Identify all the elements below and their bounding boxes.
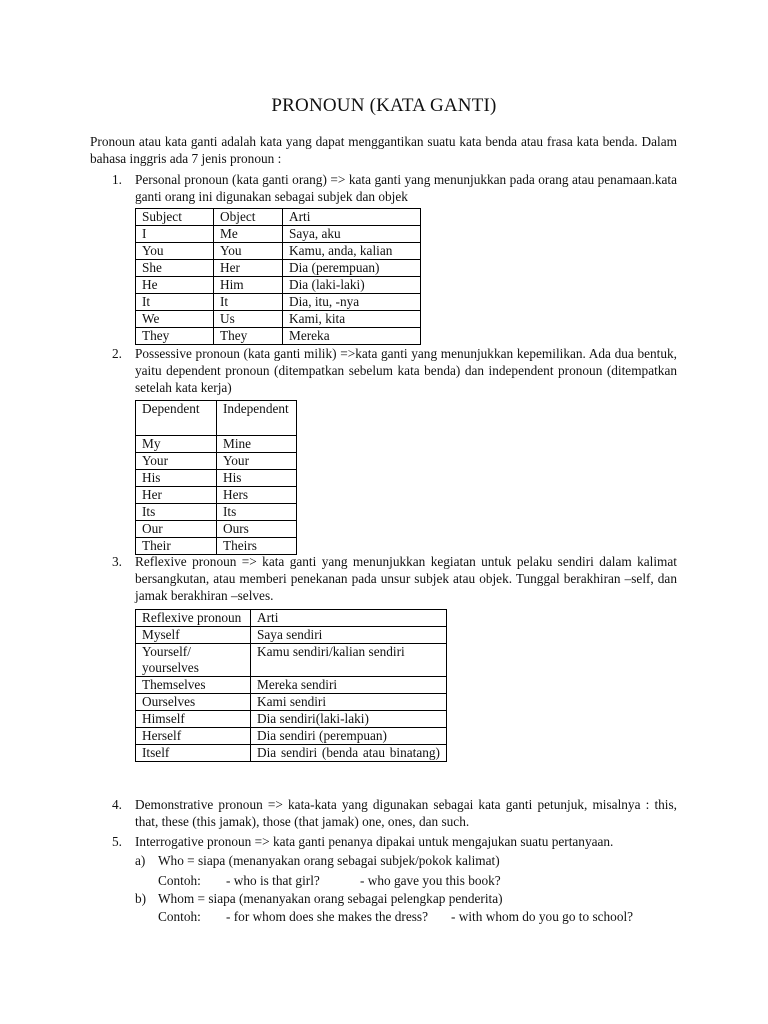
table-cell: Your bbox=[136, 453, 217, 470]
list-item-demonstrative-pronoun bbox=[90, 796, 677, 830]
table-row bbox=[136, 694, 447, 711]
list-item-text: Demonstrative pronoun => kata-kata yang digunakan sebagai kata ganti petunjuk, misalnya : this, that, these (this jamak), those (that jamak) one, ones, dan such. bbox=[135, 797, 677, 829]
subitem-whom bbox=[135, 890, 677, 907]
table-row bbox=[136, 470, 297, 487]
table-cell: Its bbox=[136, 504, 217, 521]
table-header-cell: Independent bbox=[217, 401, 297, 436]
example-text: - who is that girl? bbox=[226, 873, 320, 888]
list-item-personal-pronoun bbox=[90, 171, 677, 205]
table-cell: It bbox=[136, 294, 214, 311]
table-header-cell: Reflexive pronoun bbox=[136, 610, 251, 627]
table-cell: Her bbox=[214, 260, 283, 277]
table-cell: We bbox=[136, 311, 214, 328]
table-cell: Your bbox=[217, 453, 297, 470]
table-cell: Him bbox=[214, 277, 283, 294]
table-cell: Kami sendiri bbox=[251, 694, 447, 711]
example-text: - for whom does she makes the dress? bbox=[226, 909, 428, 924]
list-number: 4. bbox=[112, 797, 122, 812]
list-item-text: Possessive pronoun (kata ganti milik) =>kata ganti yang menunjukkan kepemilikan. Ada dua bentuk, yaitu dependent pronoun (ditempatkan sebelum kata benda) dan independent pronoun (ditempatkan setelah kata kerja) bbox=[135, 346, 677, 395]
table-header-row bbox=[136, 401, 297, 436]
table-cell: Mereka sendiri bbox=[251, 677, 447, 694]
table-header-row bbox=[136, 610, 447, 627]
table-row bbox=[136, 487, 297, 504]
table-cell: He bbox=[136, 277, 214, 294]
table-cell: Dia, itu, -nya bbox=[283, 294, 421, 311]
table-cell: Itself bbox=[136, 745, 251, 762]
table-cell: They bbox=[214, 328, 283, 345]
table-cell: Kamu sendiri/kalian sendiri bbox=[251, 644, 447, 677]
table-cell: Our bbox=[136, 521, 217, 538]
table-cell: Dia sendiri (perempuan) bbox=[251, 728, 447, 745]
table-header-cell: Arti bbox=[251, 610, 447, 627]
list-item-possessive-pronoun bbox=[90, 345, 677, 396]
table-cell: Himself bbox=[136, 711, 251, 728]
table-cell: Her bbox=[136, 487, 217, 504]
table-cell: Hers bbox=[217, 487, 297, 504]
reflexive-pronoun-table bbox=[135, 609, 447, 762]
table-cell: Herself bbox=[136, 728, 251, 745]
table-row bbox=[136, 328, 421, 345]
subitem-letter: b) bbox=[135, 891, 147, 906]
table-row bbox=[136, 260, 421, 277]
table-cell: They bbox=[136, 328, 214, 345]
table-header-row bbox=[136, 209, 421, 226]
list-item-interrogative-pronoun bbox=[90, 833, 677, 850]
table-cell: Me bbox=[214, 226, 283, 243]
example-label: Contoh: bbox=[158, 909, 201, 924]
table-header-cell: Object bbox=[214, 209, 283, 226]
table-row bbox=[136, 711, 447, 728]
table-row bbox=[136, 294, 421, 311]
personal-pronoun-table bbox=[135, 208, 421, 345]
table-cell: Ourselves bbox=[136, 694, 251, 711]
table-cell: Dia sendiri(laki-laki) bbox=[251, 711, 447, 728]
table-row bbox=[136, 504, 297, 521]
table-row bbox=[136, 627, 447, 644]
table-cell: It bbox=[214, 294, 283, 311]
example-text: - who gave you this book? bbox=[360, 873, 501, 888]
table-row bbox=[136, 311, 421, 328]
table-cell: Mine bbox=[217, 436, 297, 453]
table-cell: Yourself/ yourselves bbox=[136, 644, 251, 677]
table-cell: His bbox=[217, 470, 297, 487]
list-item-text: Interrogative pronoun => kata ganti penanya dipakai untuk mengajukan suatu pertanyaan. bbox=[135, 834, 614, 849]
table-cell: His bbox=[136, 470, 217, 487]
example-line-whom bbox=[158, 908, 678, 993]
table-cell: Saya, aku bbox=[283, 226, 421, 243]
list-number: 2. bbox=[112, 346, 122, 361]
list-item-reflexive-pronoun bbox=[90, 553, 677, 604]
table-cell: She bbox=[136, 260, 214, 277]
table-row bbox=[136, 728, 447, 745]
subitem-text: Who = siapa (menanyakan orang sebagai subjek/pokok kalimat) bbox=[158, 853, 500, 868]
table-cell: I bbox=[136, 226, 214, 243]
example-text: - with whom do you go to school? bbox=[451, 909, 634, 924]
table-cell: Their bbox=[136, 538, 217, 555]
table-cell: You bbox=[214, 243, 283, 260]
table-cell: Its bbox=[217, 504, 297, 521]
table-cell: Us bbox=[214, 311, 283, 328]
table-row bbox=[136, 453, 297, 470]
intro-paragraph: Pronoun atau kata ganti adalah kata yang dapat menggantikan suatu kata benda atau frasa kata benda. Dalam bahasa inggris ada 7 jenis pronoun : bbox=[90, 134, 677, 166]
table-row bbox=[136, 745, 447, 762]
list-number: 5. bbox=[112, 834, 122, 849]
table-cell: Ours bbox=[217, 521, 297, 538]
table-cell: Myself bbox=[136, 627, 251, 644]
table-row bbox=[136, 243, 421, 260]
table-row bbox=[136, 521, 297, 538]
table-header-cell: Dependent bbox=[136, 401, 217, 436]
table-cell: Mereka bbox=[283, 328, 421, 345]
subitem-letter: a) bbox=[135, 853, 146, 868]
table-cell: Theirs bbox=[217, 538, 297, 555]
page-title: PRONOUN (KATA GANTI) bbox=[271, 95, 497, 116]
table-row bbox=[136, 226, 421, 243]
table-cell: You bbox=[136, 243, 214, 260]
list-number: 3. bbox=[112, 554, 122, 569]
table-row bbox=[136, 538, 297, 555]
table-cell: Dia (perempuan) bbox=[283, 260, 421, 277]
list-number: 1. bbox=[112, 172, 122, 187]
table-cell: Saya sendiri bbox=[251, 627, 447, 644]
table-cell: Dia (laki-laki) bbox=[283, 277, 421, 294]
table-row bbox=[136, 677, 447, 694]
table-header-cell: Subject bbox=[136, 209, 214, 226]
table-cell: Kamu, anda, kalian bbox=[283, 243, 421, 260]
table-cell: Kami, kita bbox=[283, 311, 421, 328]
example-label: Contoh: bbox=[158, 873, 201, 888]
list-item-text: Personal pronoun (kata ganti orang) => kata ganti yang menunjukkan pada orang atau penamaan.kata ganti orang ini digunakan sebagai subjek dan objek bbox=[135, 172, 677, 204]
table-cell: My bbox=[136, 436, 217, 453]
table-header-cell: Arti bbox=[283, 209, 421, 226]
table-cell: Dia sendiri (benda atau binatang) bbox=[251, 745, 447, 762]
table-cell: Themselves bbox=[136, 677, 251, 694]
list-item-text: Reflexive pronoun => kata ganti yang menunjukkan kegiatan untuk pelaku sendiri dalam kalimat bersangkutan, atau memberi penekanan pada unsur subjek atau objek. Tunggal berakhiran –self, dan jamak berakhiran –selves. bbox=[135, 554, 677, 603]
table-row bbox=[136, 644, 447, 677]
subitem-text: Whom = siapa (menanyakan orang sebagai pelengkap penderita) bbox=[158, 891, 503, 906]
possessive-pronoun-table bbox=[135, 400, 297, 555]
subitem-who bbox=[135, 852, 677, 869]
table-row bbox=[136, 277, 421, 294]
table-row bbox=[136, 436, 297, 453]
